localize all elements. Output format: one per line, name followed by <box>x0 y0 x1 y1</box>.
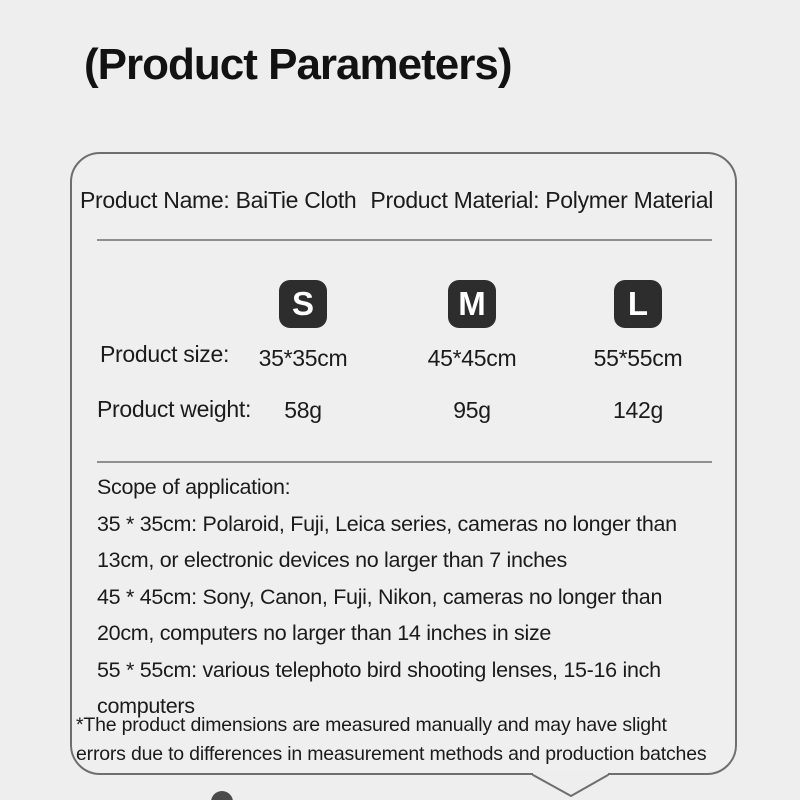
divider-bottom <box>97 461 712 463</box>
size-badge-medium: M <box>448 280 496 328</box>
speech-bubble-tail <box>523 763 643 800</box>
product-size-label: Product size: <box>100 341 230 367</box>
page-title: (Product Parameters) <box>84 40 512 89</box>
scope-line: 20cm, computers no larger than 14 inches in size <box>97 621 552 645</box>
card-header <box>80 187 713 214</box>
size-value-l: 55*55cm <box>593 345 683 371</box>
size-badge-large: L <box>614 280 662 328</box>
scope-line: 55 * 55cm: various telephoto bird shooting lenses, 15-16 inch <box>97 657 661 682</box>
footnote-line: errors due to differences in measurement methods and production batches <box>76 742 707 765</box>
weight-value-m: 95g <box>453 397 491 423</box>
scope-line: 13cm, or electronic devices no larger than 7 inches <box>97 548 567 572</box>
measurement-disclaimer <box>76 711 706 768</box>
scope-line: computers <box>97 694 195 718</box>
scope-line: 35 * 35cm: Polaroid, Fuji, Leica series, cameras no longer than <box>97 511 677 536</box>
next-section-object-peek <box>211 791 233 800</box>
product-name-text: Product Name: BaiTie Cloth <box>80 187 357 213</box>
product-weight-label: Product weight: <box>97 396 252 422</box>
product-material-text: Product Material: Polymer Material <box>370 187 714 213</box>
size-value-s: 35*35cm <box>258 345 348 371</box>
size-value-m: 45*45cm <box>427 345 517 371</box>
scope-heading: Scope of application: <box>97 475 291 499</box>
size-badge-small: S <box>279 280 327 328</box>
scope-line: 45 * 45cm: Sony, Canon, Fuji, Nikon, cameras no longer than <box>97 584 663 609</box>
scope-of-application <box>97 469 677 725</box>
divider-top <box>97 239 712 241</box>
weight-value-s: 58g <box>284 397 322 423</box>
product-parameters-card <box>70 152 737 775</box>
weight-value-l: 142g <box>613 397 663 423</box>
footnote-line: *The product dimensions are measured manually and may have slight <box>76 714 667 736</box>
